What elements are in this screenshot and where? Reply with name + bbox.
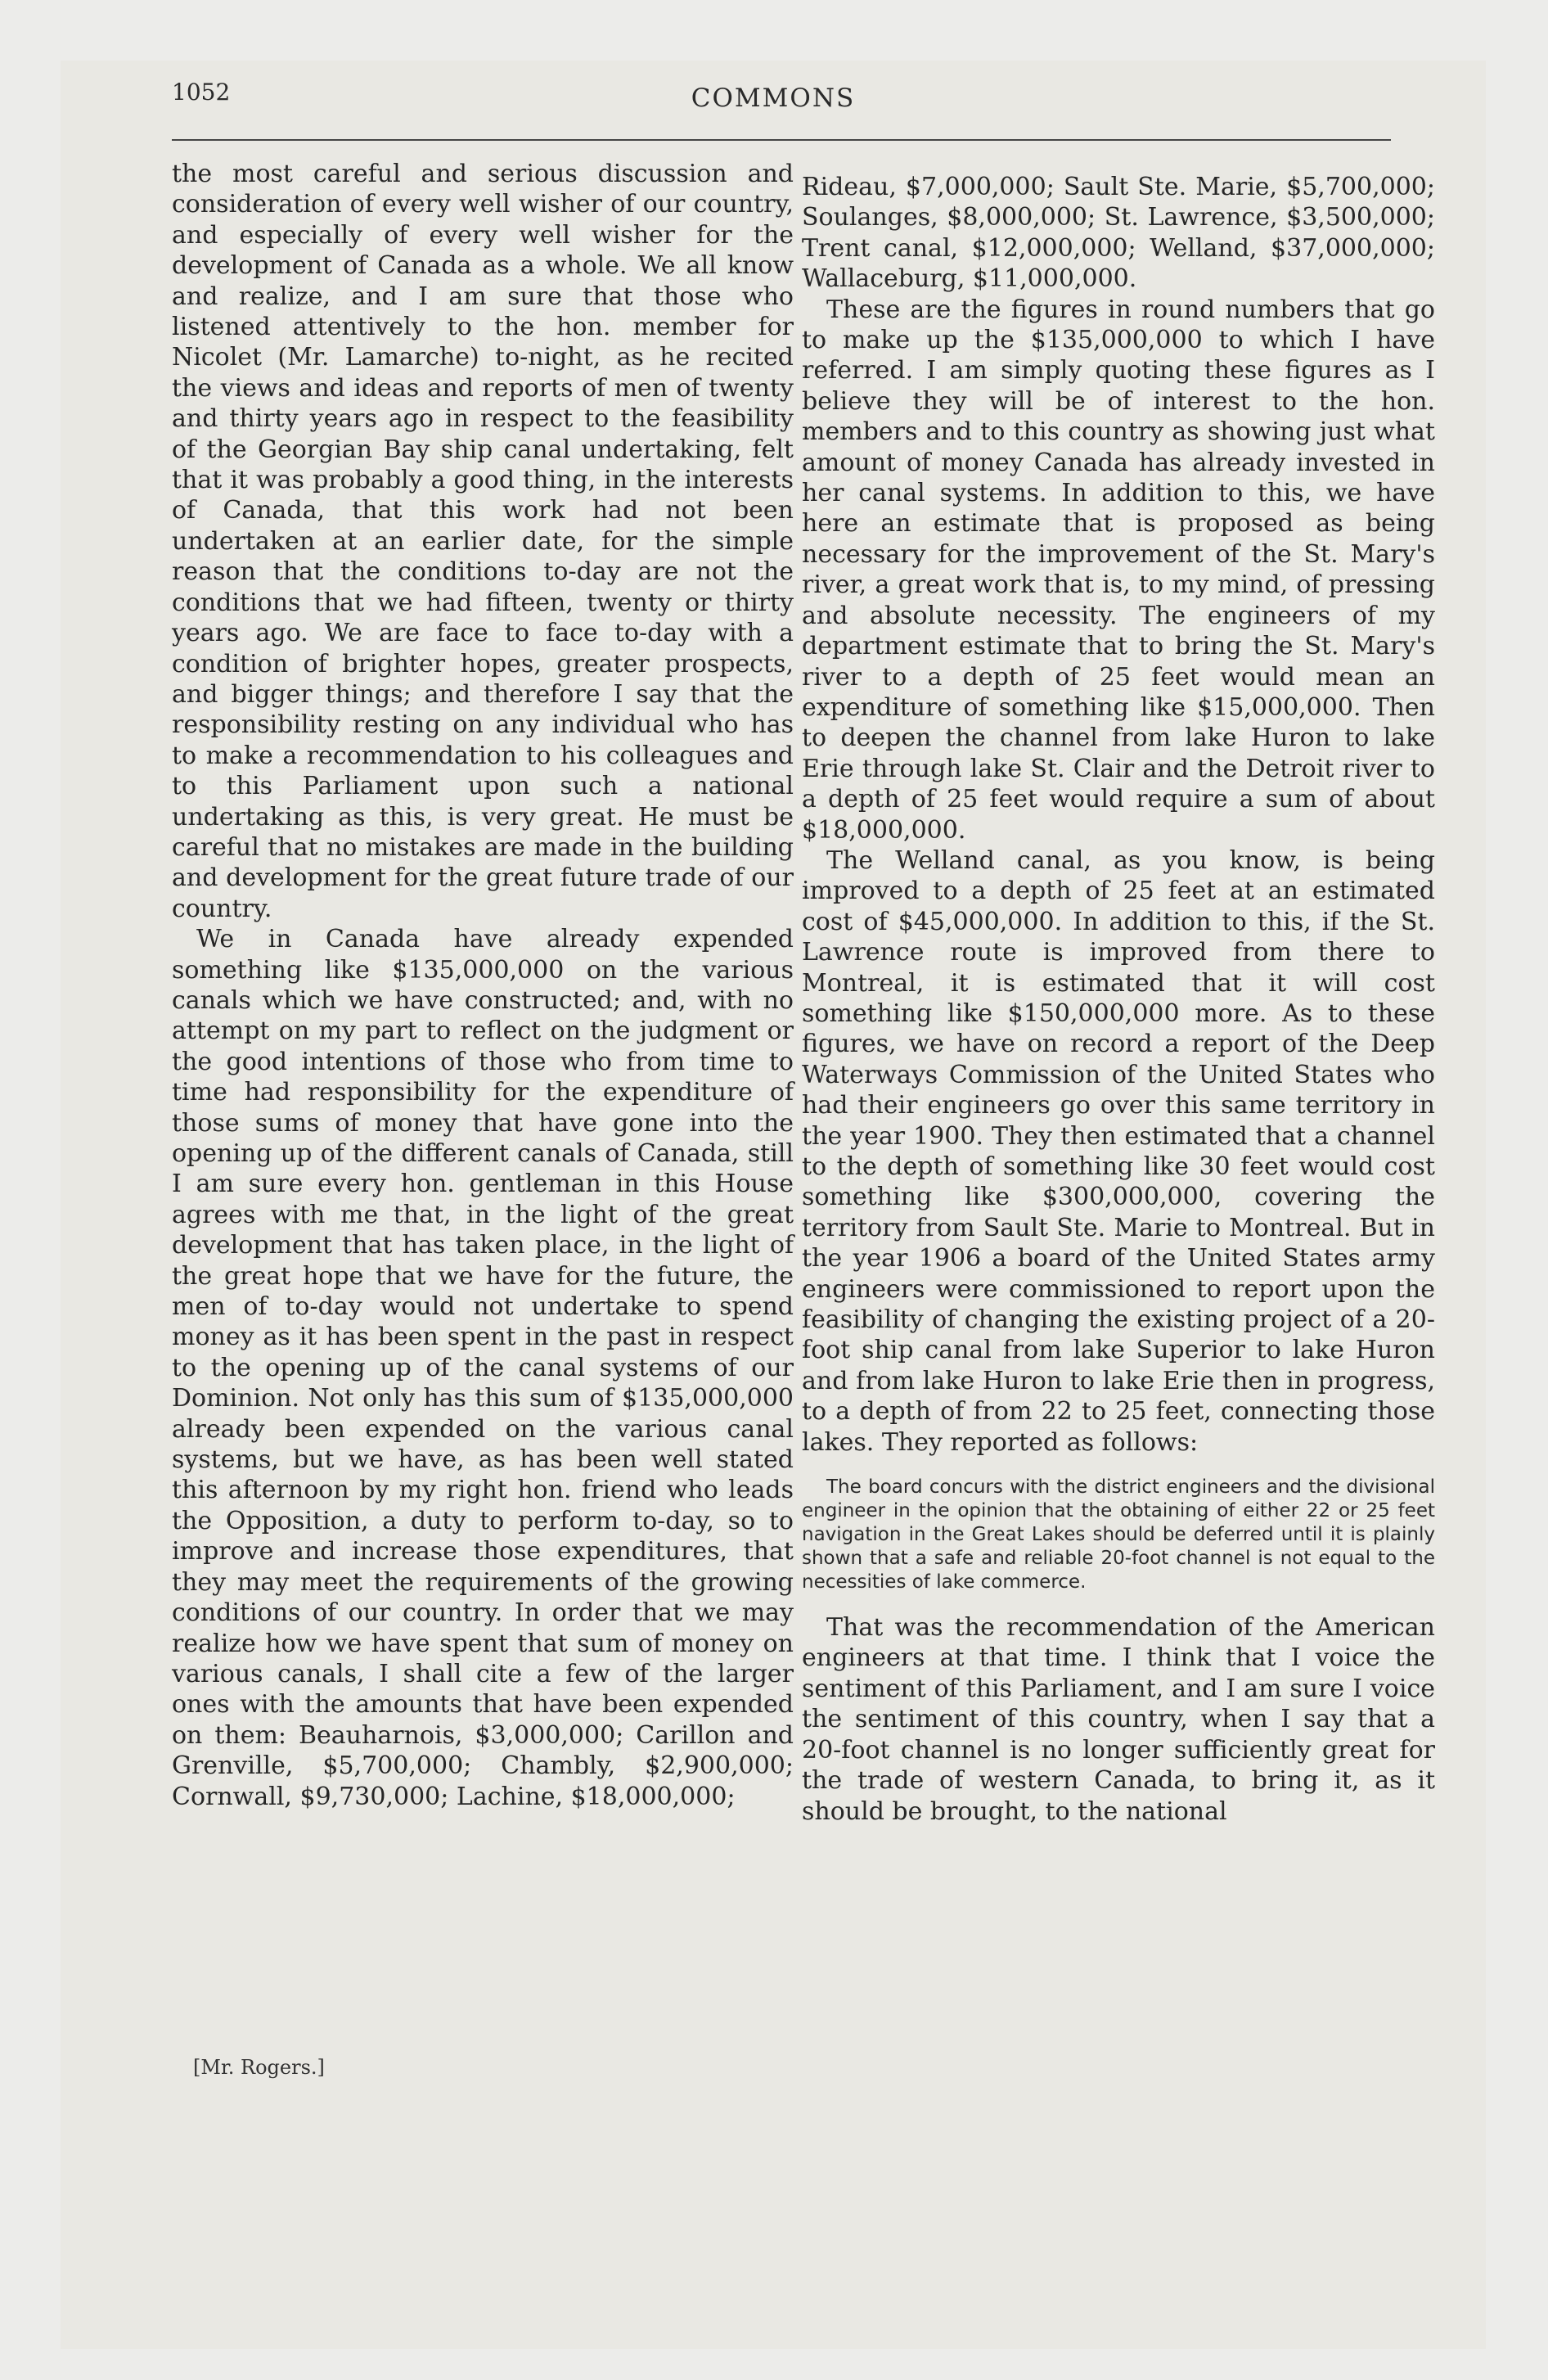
right-paragraph-3: The Welland canal, as you know, is being improved to a depth of 25 feet at an estimated cost of $45,000,000. In addition to this, if the St. Lawrence route is improved from there to Montreal, it is estimated that it will cost something like $150,000,000 more. As to these figures, we have on record a report of the Deep Waterways Commission of the United States who had their engineers go over this same territory in the year 1900. They then estimated that a channel to the depth of something like 30 feet would cost something like $300,000,000, covering the territory from Sault Ste. Marie to Montreal. But in the year 1906 a board of the United States army engineers were commissioned to report upon the feasibility of changing the existing project of a 20-foot ship canal from lake Superior to lake Huron and from lake Huron to lake Erie then in progress, to a depth of from 22 to 25 feet, connecting those lakes. They reported as follows: [802,845,1435,1457]
right-column [802,172,1435,1827]
left-column [172,159,794,1812]
right-paragraph-1: Rideau, $7,000,000; Sault Ste. Marie, $5,700,000; Soulanges, $8,000,000; St. Lawrence, $3,500,000; Trent canal, $12,000,000; Welland, $37,000,000; Wallaceburg, $11,000,000. [802,173,1435,294]
left-paragraph-1: the most careful and serious discussion and consideration of every well wisher of our country, and especially of every well wisher for the development of Canada as a whole. We all know and realize, and I am sure that those who listened attentively to the hon. member for Nicolet (Mr. Lamarche) to-night, as he recited the views and ideas and reports of men of twenty and thirty years ago in respect to the feasibility of the Georgian Bay ship canal undertaking, felt that it was probably a good thing, in the interests of Canada, that this work had not been undertaken at an earlier date, for the simple reason that the conditions to-day are not the conditions that we had fifteen, twenty or thirty years ago. We are face to face to-day with a condition of brighter hopes, greater prospects, and bigger things; and therefore I say that the responsibility resting on any individual who has to make a recommendation to his colleagues and to this Parliament upon such a national undertaking as this, is very great. He must be careful that no mistakes are made in the building and development for the great future trade of our country. [172,160,794,923]
right-paragraph-4: That was the recommendation of the American engineers at that time. I think that I voice the sentiment of this Parliament, and I am sure I voice the sentiment of this country, when I say that a 20-foot channel is no longer sufficiently great for the trade of western Canada, to bring it, as it should be brought, to the national [802,1613,1435,1826]
running-head: COMMONS [691,83,856,113]
right-paragraph-2: These are the figures in round numbers that go to make up the $135,000,000 to which I have referred. I am simply quoting these figures as I believe they will be of interest to the hon. members and to this country as showing just what amount of money Canada has already invested in her canal systems. In addition to this, we have here an estimate that is proposed as being necessary for the improvement of the St. Mary's river, a great work that is, to my mind, of pressing and absolute necessity. The engineers of my department estimate that to bring the St. Mary's river to a depth of 25 feet would mean an expenditure of something like $15,000,000. Then to deepen the channel from lake Huron to lake Erie through lake St. Clair and the Detroit river to a depth of 25 feet would require a sum of about $18,000,000. [802,295,1435,845]
document-page [61,61,1486,2349]
page-number: 1052 [172,79,231,106]
page-header [61,61,1486,151]
left-paragraph-2: We in Canada have already expended something like $135,000,000 on the various canals which we have constructed; and, with no attempt on my part to reflect on the judgment or the good intentions of those who from time to time had responsibility for the expenditure of those sums of money that have gone into the opening up of the different canals of Canada, still I am sure every hon. gentleman in this House agrees with me that, in the light of the great development that has taken place, in the light of the great hope that we have for the future, the men of to-day would not undertake to spend money as it has been spent in the past in respect to the opening up of the canal systems of our Dominion. Not only has this sum of $135,000,000 already been expended on the various canal systems, but we have, as has been well stated this afternoon by my right hon. friend who leads the Opposition, a duty to perform to-day, so to improve and increase those expenditures, that they may meet the requirements of the growing conditions of our country. In order that we may realize how we have spent that sum of money on various canals, I shall cite a few of the larger ones with the amounts that have been expended on them: Beauharnois, $3,000,000; Carillon and Grenville, $5,700,000; Chambly, $2,900,000; Cornwall, $9,730,000; Lachine, $18,000,000; [172,925,794,1811]
speaker-attribution: [Mr. Rogers.] [193,2056,325,2079]
header-rule [172,139,1391,141]
block-quote: The board concurs with the district engineers and the divisional engineer in the opinion that the obtaining of either 22 or 25 feet navigation in the Great Lakes should be deferred until it is plainly shown that a safe and reliable 20-foot channel is not equal to the necessities of lake commerce. [802,1476,1435,1593]
